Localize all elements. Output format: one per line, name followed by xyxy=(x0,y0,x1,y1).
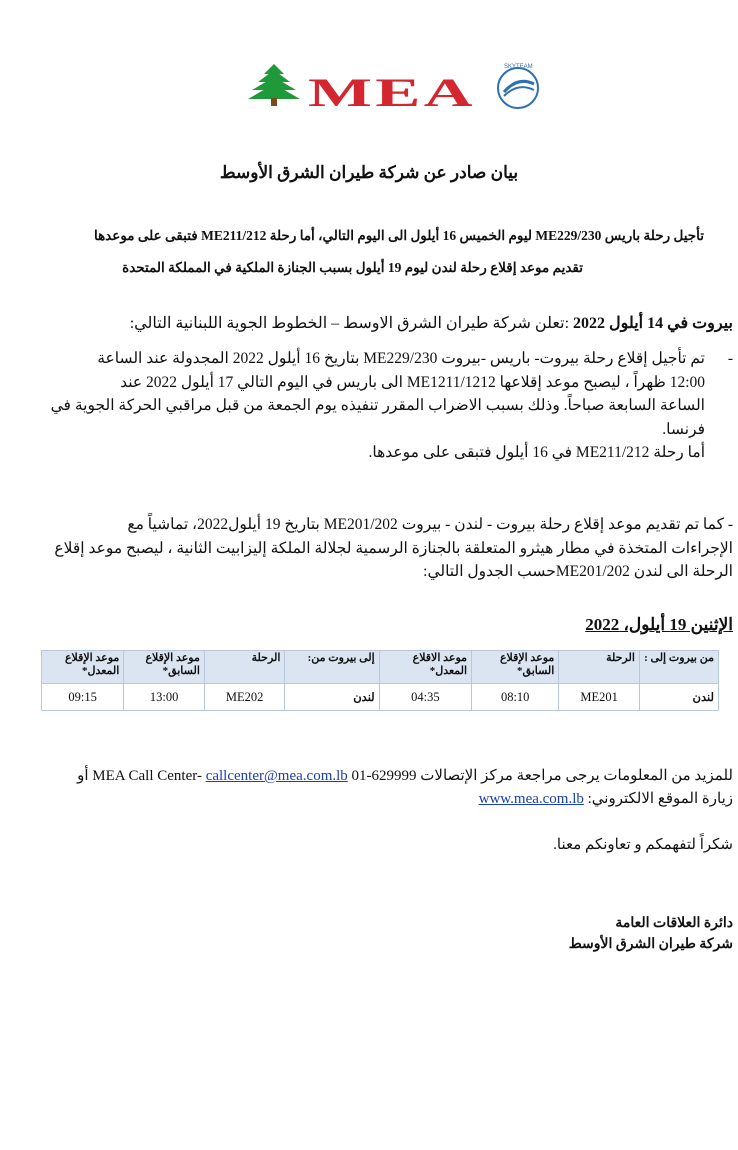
cell-new-time-out: 04:35 xyxy=(379,684,471,711)
header-to-beirut: إلى بيروت من: xyxy=(285,651,379,684)
para2-line-2: الإجراءات المتخذة في مطار هيثرو المتعلقة بالجنازة الرسمية لجلالة الملكة إليزابيت الثانية ، ليصبح موعد إقلاع xyxy=(54,539,733,557)
para1-line-1: تم تأجيل إقلاع رحلة بيروت- باريس -بيروت ME229/230 بتاريخ 16 أيلول 2022 المجدولة عند الساعة xyxy=(97,350,705,367)
skyteam-icon xyxy=(498,64,538,108)
para2-line-3: الرحلة الى لندن ME201/202حسب الجدول التالي: xyxy=(423,563,733,580)
para1-line-3: الساعة السابعة صباحاً. وذلك بسبب الاضراب المقرر تنفيذه يوم الجمعة من قبل مراقبي الحركة الجوية في xyxy=(50,397,705,414)
header-new-departure-out: موعد الاقلاع المعدل* xyxy=(379,651,471,684)
paragraph-paris xyxy=(23,347,733,465)
para1-line-2: 12:00 ظهراً ، ليصبح موعد إقلاعها ME1211/1212 الى باريس في اليوم التالي 17 أيلول 2022 عند xyxy=(120,373,705,391)
para1-line-4: فرنسا. xyxy=(662,420,705,438)
header-from-beirut: من بيروت إلى : xyxy=(639,651,718,684)
table-header-row xyxy=(42,651,719,684)
contact-line-prefix: للمزيد من المعلومات يرجى مراجعة مركز الإتصالات 629999-01 MEA Call Center- xyxy=(92,768,733,784)
schedule-table xyxy=(41,650,719,711)
website-link[interactable]: www.mea.com.lb xyxy=(478,791,584,807)
callcenter-email-link[interactable]: callcenter@mea.com.lb xyxy=(205,768,348,784)
cell-flight-out: ME201 xyxy=(559,684,640,711)
signature-company: شركة طيران الشرق الأوسط xyxy=(568,937,733,952)
table-row xyxy=(42,684,719,711)
bullet-dash: - xyxy=(727,350,733,367)
subtitle-london: تقديم موعد إقلاع رحلة لندن ليوم 19 أيلول بسبب الجنازة الملكية في المملكة المتحدة xyxy=(122,260,583,275)
skyteam-text: SKYTEAM xyxy=(504,64,533,70)
page-title: بيان صادر عن شركة طيران الشرق الأوسط xyxy=(219,163,519,182)
cedar-icon xyxy=(248,64,300,106)
cell-new-time-in: 09:15 xyxy=(42,684,124,711)
cell-prev-time-in: 13:00 xyxy=(124,684,205,711)
signature-dept: دائرة العلاقات العامة xyxy=(615,916,733,931)
header-prev-departure-out: موعد الإقلاع السابق* xyxy=(472,651,559,684)
header-flight-out: الرحلة xyxy=(559,651,640,684)
header-flight-in: الرحلة xyxy=(204,651,285,684)
subtitle-postponement: تأجيل رحلة باريس ME229/230 ليوم الخميس 16 أيلول الى اليوم التالي، أما رحلة ME211/212 فتبقى على موعدها xyxy=(93,228,704,243)
header-new-departure-in: موعد الإقلاع المعدل* xyxy=(42,651,124,684)
mea-logo xyxy=(246,62,546,112)
para2-line-1: - كما تم تقديم موعد إقلاع رحلة بيروت - لندن - بيروت ME201/202 بتاريخ 19 أيلول2022، تماشياً مع xyxy=(127,516,733,533)
thanks-text: شكراً لتفهمكم و تعاونكم معنا. xyxy=(553,837,733,853)
header-prev-departure-in: موعد الإقلاع السابق* xyxy=(124,651,205,684)
cell-destination: لندن xyxy=(639,684,718,711)
contact-line-suffix: أو xyxy=(77,768,89,784)
brand-text: MEA xyxy=(308,70,476,112)
contact-info xyxy=(13,765,733,811)
paragraph-london xyxy=(23,513,733,584)
intro-date: بيروت في 14 أيلول 2022 xyxy=(573,315,733,332)
schedule-date-heading: الإثنين 19 أيلول، 2022 xyxy=(585,615,733,634)
cell-prev-time-out: 08:10 xyxy=(472,684,559,711)
intro-text: :تعلن شركة طيران الشرق الاوسط – الخطوط الجوية اللبنانية التالي: xyxy=(129,315,570,332)
para1-last-line: أما رحلة ME211/212 في 16 أيلول فتبقى على موعدها. xyxy=(368,444,705,461)
cell-origin: لندن xyxy=(285,684,379,711)
cell-flight-in: ME202 xyxy=(204,684,285,711)
signature-block xyxy=(569,913,733,955)
intro-line xyxy=(13,313,733,333)
website-prefix: زيارة الموقع الالكتروني: xyxy=(587,791,733,807)
